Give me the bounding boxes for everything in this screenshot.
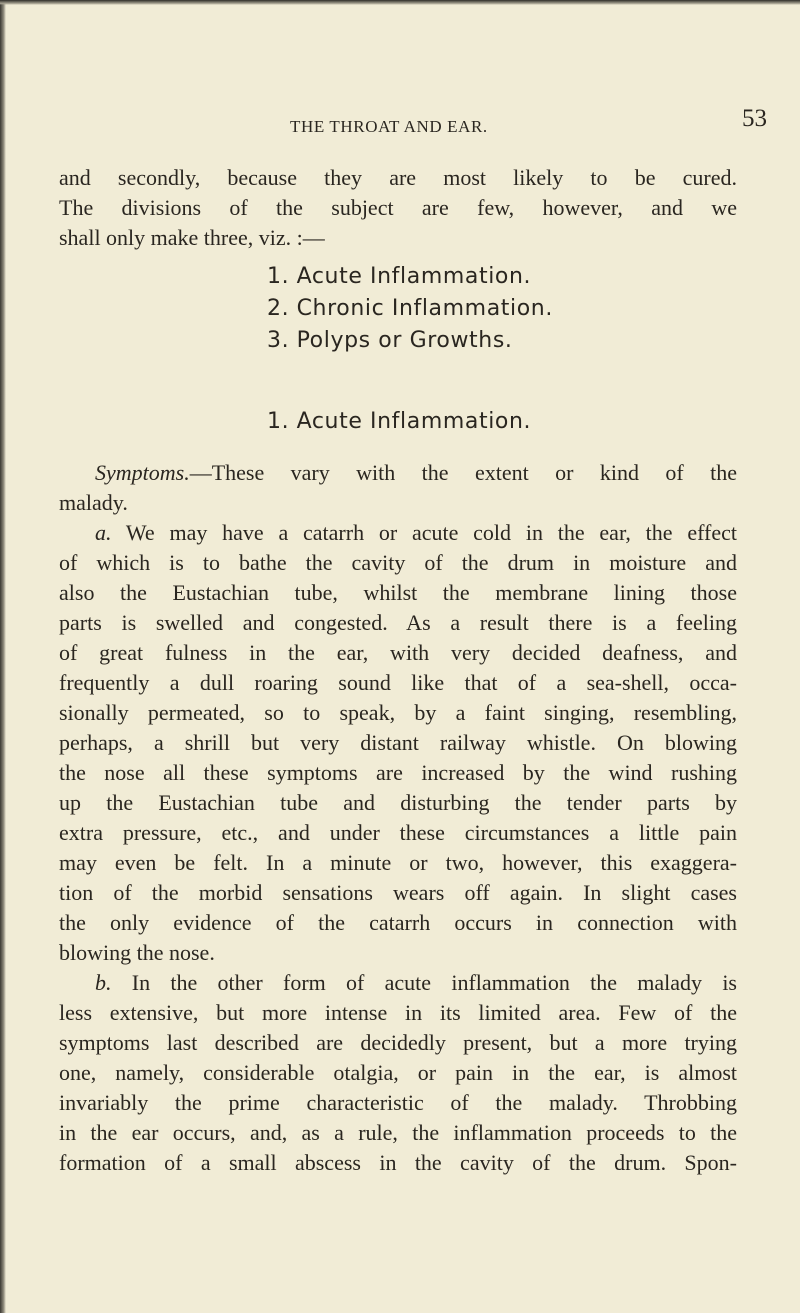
para-a-first-line bbox=[95, 518, 737, 548]
division-item bbox=[267, 294, 553, 324]
para-a-line: the only evidence of the catarrh occurs in connection with bbox=[59, 910, 737, 935]
section-heading bbox=[267, 407, 531, 437]
symptoms-label: Symptoms. bbox=[95, 460, 190, 485]
intro-line: shall only make three, viz. :— bbox=[59, 225, 325, 250]
intro-line: and secondly, because they are most likely to be cured. bbox=[59, 165, 737, 190]
para-a-marker: a. bbox=[95, 520, 112, 545]
division-label: Acute Inflammation. bbox=[296, 264, 532, 289]
para-b-line: less extensive, but more intense in its limited area. Few of the bbox=[59, 1000, 737, 1025]
para-a-line: of which is to bathe the cavity of the drum in moisture and bbox=[59, 550, 737, 575]
para-b-first-line bbox=[95, 968, 737, 998]
division-item bbox=[267, 326, 512, 356]
running-head bbox=[0, 105, 800, 143]
para-b-first-text: In the other form of acute inflammation the malady is bbox=[131, 970, 737, 995]
para-a-first-text: We may have a catarrh or acute cold in the ear, the effect bbox=[125, 520, 738, 545]
para-a-line: also the Eustachian tube, whilst the membrane lining those bbox=[59, 580, 737, 605]
para-b-line: formation of a small abscess in the cavity of the drum. Spon- bbox=[59, 1150, 737, 1175]
symptoms-line: malady. bbox=[59, 490, 128, 515]
division-number: 3. bbox=[267, 328, 290, 353]
intro-line: The divisions of the subject are few, however, and we bbox=[59, 195, 737, 220]
para-a-line: perhaps, a shrill but very distant railway whistle. On blowing bbox=[59, 730, 737, 755]
division-label: Polyps or Growths. bbox=[296, 328, 513, 353]
division-item bbox=[267, 262, 531, 292]
para-a-line: of great fulness in the ear, with very decided deafness, and bbox=[59, 640, 737, 665]
para-b-line: invariably the prime characteristic of the malady. Throbbing bbox=[59, 1090, 737, 1115]
para-b-line: in the ear occurs, and, as a rule, the inflammation proceeds to the bbox=[59, 1120, 737, 1145]
division-label: Chronic Inflammation. bbox=[296, 296, 553, 321]
section-title: Acute Inflammation. bbox=[296, 409, 532, 434]
para-a-line: sionally permeated, so to speak, by a faint singing, resembling, bbox=[59, 700, 737, 725]
page-top-shadow bbox=[0, 0, 800, 5]
para-a-line: extra pressure, etc., and under these circumstances a little pain bbox=[59, 820, 737, 845]
symptoms-line bbox=[95, 458, 737, 488]
division-number: 2. bbox=[267, 296, 290, 321]
symptoms-text: —These vary with the extent or kind of the bbox=[189, 460, 737, 485]
para-a-line: up the Eustachian tube and disturbing the tender parts by bbox=[59, 790, 737, 815]
section-number: 1. bbox=[267, 409, 290, 434]
para-b-marker: b. bbox=[95, 970, 112, 995]
para-a-line: parts is swelled and congested. As a result there is a feeling bbox=[59, 610, 737, 635]
para-a-line: tion of the morbid sensations wears off again. In slight cases bbox=[59, 880, 737, 905]
running-title: THE THROAT AND EAR. bbox=[290, 117, 488, 136]
para-a-line: the nose all these symptoms are increased by the wind rushing bbox=[59, 760, 737, 785]
page-number: 53 bbox=[742, 105, 767, 132]
para-b-line: symptoms last described are decidedly present, but a more trying bbox=[59, 1030, 737, 1055]
para-a-line: may even be felt. In a minute or two, however, this exaggera- bbox=[59, 850, 737, 875]
para-b-line: one, namely, considerable otalgia, or pain in the ear, is almost bbox=[59, 1060, 737, 1085]
page-edge-shadow bbox=[0, 0, 6, 1313]
division-number: 1. bbox=[267, 264, 290, 289]
para-a-line: blowing the nose. bbox=[59, 940, 215, 965]
para-a-line: frequently a dull roaring sound like that of a sea-shell, occa- bbox=[59, 670, 737, 695]
